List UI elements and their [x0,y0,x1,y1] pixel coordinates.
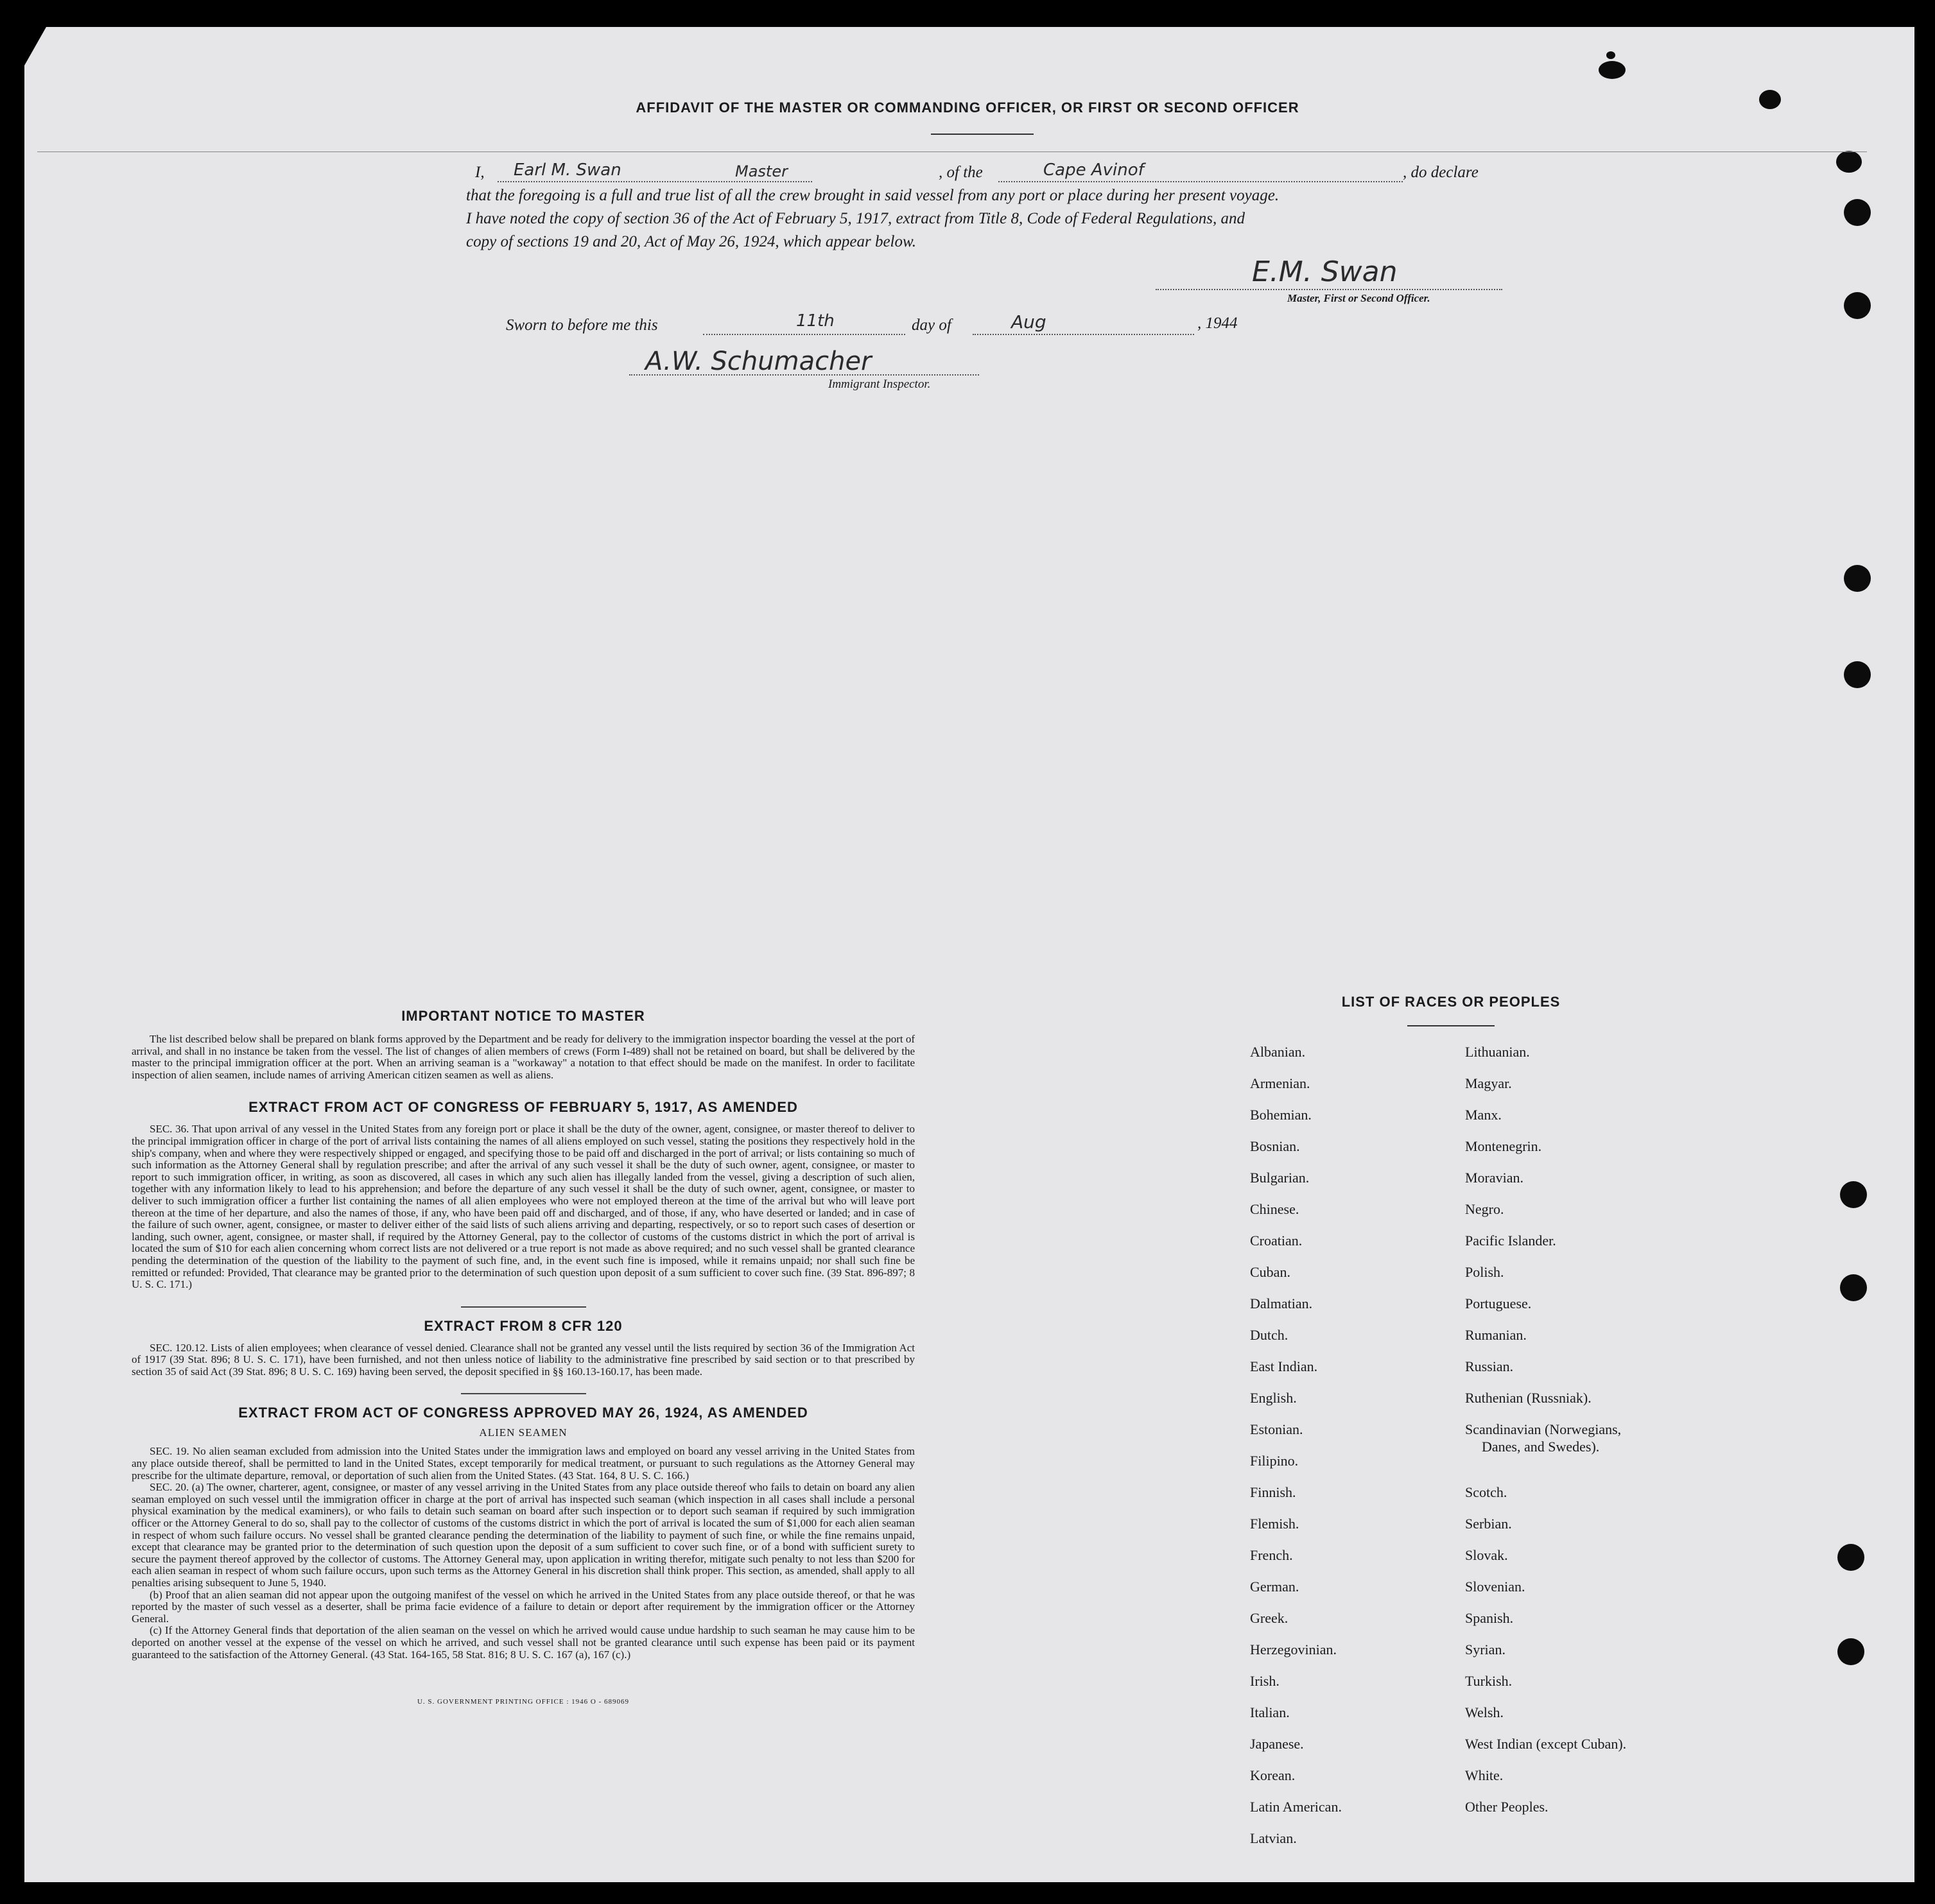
race-item: Negro. [1465,1201,1504,1217]
ink-blot [1606,51,1615,59]
race-item: Montenegrin. [1465,1138,1542,1154]
race-item: Syrian. [1465,1641,1505,1657]
punch-hole [1844,199,1871,226]
sworn-month: Aug [1011,311,1046,333]
race-item: Filipino. [1250,1453,1299,1469]
race-item: Polish. [1465,1264,1504,1280]
race-item: Cuban. [1250,1264,1290,1280]
race-item: Dalmatian. [1250,1295,1313,1311]
sworn-month-line [973,334,1194,335]
race-item: Herzegovinian. [1250,1641,1337,1657]
race-item: Bosnian. [1250,1138,1300,1154]
punch-hole [1840,1181,1867,1208]
master-signature-line [1156,289,1502,290]
do-declare-label: , do declare [1403,164,1479,181]
extract-cfr-title: EXTRACT FROM 8 CFR 120 [424,1317,623,1334]
race-item: Slovak. [1465,1547,1508,1563]
sworn-day-line [703,334,905,335]
race-item: Dutch. [1250,1327,1289,1343]
sworn-year: , 1944 [1197,315,1238,332]
race-item: Scandinavian (Norwegians, [1465,1421,1622,1437]
races-title-rule [1407,1025,1495,1026]
master-rank: Master [735,162,788,180]
extract-1917-title: EXTRACT FROM ACT OF CONGRESS OF FEBRUARY 5, 1917, AS AMENDED [248,1099,798,1116]
declare-i: I, [475,164,485,181]
sworn-prefix: Sworn to before me this [506,316,658,334]
race-item: East Indian. [1250,1358,1318,1374]
extract-1924-p2: SEC. 20. (a) The owner, charterer, agent, consignee, or master of any vessel arriving in the United States from any place outside thereof who fails to detain on board any alien seaman employed on such vessel until the immigration officer in charge at the port of arrival has inspected such seaman (which inspection in all cases shall include a personal physical examination by the medical examiners), or who fails to detain such seaman on board after such inspection or to deport such seaman if required by such immigration officer or the Attorney General to do so, shall pay to the collector of customs of the customs district in which the port of arrival is located the sum of $1,000 for each alien seaman in respect of whom such failure occurs. No vessel shall be granted clearance pending the determination of the liability to payment of such fine, or while the fine remains unpaid, except that clearance may be granted prior to the determination of such question upon the deposit of a sum sufficient to cover such fine, or of a bond with sufficient surety to secure the payment thereof approved by the collector of customs. The Attorney General may, upon application in writing therefor, mitigate such penalty to not less than $200 for each alien seaman in respect of whom such failure occurs, upon such terms as the Attorney General in his discretion shall think proper. This section, as amended, shall apply to all penalties arising subsequent to June 5, 1940. [132,1481,915,1589]
race-item: German. [1250,1579,1299,1595]
extract-1924-title: EXTRACT FROM ACT OF CONGRESS APPROVED MAY 26, 1924, AS AMENDED [238,1405,808,1421]
vessel-name: Cape Avinof [1043,160,1144,180]
notice-body: The list described below shall be prepared on blank forms approved by the Department and be ready for delivery to the immigration inspector boarding the vessel at the port of arrival, and shall in no instance be taken from the vessel. The list of changes of alien members of crews (Form I-489) shall not be retained on board, but shall be delivered by the master to the principal immigration officer at the port. When an arriving seaman is a "workaway" a notation to that effect should be made on the manifest. In order to facilitate inspection of alien seamen, include names of arriving American citizen seamen as well as aliens. [132,1033,915,1081]
separator-line [37,151,1867,152]
race-item: Croatian. [1250,1233,1303,1249]
race-item: Serbian. [1465,1516,1512,1532]
race-item: Lithuanian. [1465,1044,1530,1060]
master-name: Earl M. Swan [514,160,621,180]
vessel-line [998,181,1403,182]
affidavit-line-4: copy of sections 19 and 20, Act of May 26, 1924, which appear below. [466,233,917,250]
race-item: Finnish. [1250,1484,1296,1500]
of-the-label: , of the [939,164,983,181]
race-item: Moravian. [1465,1170,1524,1186]
race-item: Rumanian. [1465,1327,1527,1343]
race-item: Danes, and Swedes). [1482,1439,1600,1455]
race-item: Bohemian. [1250,1107,1312,1123]
punch-hole [1844,565,1871,592]
race-item: Korean. [1250,1767,1296,1783]
race-item: Spanish. [1465,1610,1514,1626]
extract-1924-p4: (c) If the Attorney General finds that deportation of the alien seaman on the vessel on which he arrived would cause undue hardship to such seaman he may cause him to be deported on another vessel at the expense of the vessel on which he arrived, and such vessel shall not be granted clearance until such expense has been paid or its payment guaranteed to the satisfaction of the Attorney General. (43 Stat. 164-165, 58 Stat. 816; 8 U. S. C. 167 (a), 167 (c).) [132,1624,915,1661]
punch-hole [1840,1274,1867,1301]
race-item: Bulgarian. [1250,1170,1310,1186]
race-item: Latvian. [1250,1830,1297,1846]
printing-office-imprint: U. S. GOVERNMENT PRINTING OFFICE : 1946 O - 689069 [417,1698,629,1706]
race-item: Slovenian. [1465,1579,1525,1595]
race-item: Flemish. [1250,1516,1299,1532]
section-rule [461,1393,586,1394]
extract-cfr-body: SEC. 120.12. Lists of alien employees; when clearance of vessel denied. Clearance shall not be granted any vessel until the lists required by section 36 of the Immigration Act of 1917 (39 Stat. 896; 8 U. S. C. 171), have been furnished, and not then unless notice of liability to the administrative fine prescribed by said section or to that prescribed by section 35 of said Act (39 Stat. 896; 8 U. S. C. 169) having been served, the deposit specified in §§ 160.13-160.17, has been made. [132,1341,915,1378]
inspector-signature: A.W. Schumacher [645,347,872,376]
ink-blot [1599,61,1626,79]
race-item: Albanian. [1250,1044,1306,1060]
race-item: White. [1465,1767,1504,1783]
sworn-day: 11th [796,311,835,331]
extract-1924-p1: SEC. 19. No alien seaman excluded from admission into the United States under the immigration laws and employed on board any vessel arriving in the United States from any place outside thereof, shall be permitted to land in the United States, except temporarily for medical treatment, or pursuant to such regulations as the Attorney General may prescribe for the ultimate departure, removal, or deportation of such alien from the United States. (43 Stat. 164, 8 U. S. C. 166.) [132,1445,915,1482]
section-rule [461,1306,586,1308]
affidavit-line-3: I have noted the copy of section 36 of the Act of February 5, 1917, extract from Title 8, Code of Federal Regulations, and [466,210,1245,227]
extract-1917-body: SEC. 36. That upon arrival of any vessel in the United States from any foreign port or place it shall be the duty of the owner, agent, consignee, or master thereof to deliver to the principal immigration officer in charge of the port of arrival lists containing the names of all aliens employed on such vessel, stating the positions they respectively hold in the ship's company, when and where they were respectively shipped or engaged, and specifying those to be paid off and discharged in the port of arrival; or lists containing so much of such information as the Attorney General shall by regulation prescribe; and after the arrival of any such vessel it shall be the duty of such owner, agent, consignee, or master to report to such immigration officer, in writing, as soon as discovered, all cases in which any such alien has illegally landed from the vessel, giving a description of such alien, together with any information likely to lead to his apprehension; and before the departure of any such vessel it shall be the duty of such owner, agent, consignee, or master to deliver to such immigration officer a further list containing the names of all alien employees who were not employed thereon at the time of the arrival but who will leave port thereon at the time of her departure, and also the names of those, if any, who have been paid off and discharged, and of those, if any, who have deserted or landed; and in case of the failure of such owner, agent, consignee, or master to deliver either of the said lists of such aliens arriving and departing, respectively, or so to report such cases of desertion or landing, such owner, agent, consignee, or master shall, if required by the Attorney General, pay to the collector of customs of the customs district in which the port of arrival is located the sum of $10 for each alien concerning whom correct lists are not delivered or a true report is not made as above required; and no such vessel shall be granted clearance pending the determination of the question of the liability to the payment of such fine, and, in the event such fine is imposed, while it remains unpaid; nor shall such fine be remitted or refunded: Provided, That clearance may be granted prior to the determination of such question upon deposit of a sum sufficient to cover such fine. (39 Stat. 896-897; 8 U. S. C. 171.) [132,1123,915,1291]
notice-section [132,1008,915,1706]
punch-hole [1836,151,1862,173]
day-of-label: day of [912,316,951,334]
race-item: Estonian. [1250,1421,1303,1437]
inspector-caption: Immigrant Inspector. [828,377,931,391]
extract-1924-subtitle: ALIEN SEAMEN [479,1426,568,1439]
affidavit-line-2: that the foregoing is a full and true list of all the crew brought in said vessel from any port or place during her present voyage. [466,187,1280,204]
race-item: Latin American. [1250,1799,1342,1815]
race-item: Italian. [1250,1704,1290,1720]
race-item: Chinese. [1250,1201,1299,1217]
master-caption: Master, First or Second Officer. [1287,292,1430,304]
race-item: Russian. [1465,1358,1514,1374]
master-signature: E.M. Swan [1252,255,1398,288]
affidavit-title: AFFIDAVIT OF THE MASTER OR COMMANDING OFFICER, OR FIRST OR SECOND OFFICER [636,100,1299,116]
race-item: French. [1250,1547,1293,1563]
race-item: Scotch. [1465,1484,1507,1500]
race-item: Japanese. [1250,1736,1304,1752]
punch-hole [1837,1544,1864,1571]
races-title: LIST OF RACES OR PEOPLES [1341,994,1561,1010]
title-rule [931,134,1034,135]
notice-title: IMPORTANT NOTICE TO MASTER [401,1008,645,1024]
race-item: Manx. [1465,1107,1502,1123]
punch-hole [1844,661,1871,688]
race-item: Welsh. [1465,1704,1504,1720]
race-item: English. [1250,1390,1297,1406]
name-line [498,181,812,182]
race-item: Other Peoples. [1465,1799,1549,1815]
punch-hole [1837,1638,1864,1665]
race-item: Ruthenian (Russniak). [1465,1390,1592,1406]
punch-hole [1844,292,1871,319]
race-item: Portuguese. [1465,1295,1532,1311]
race-item: West Indian (except Cuban). [1465,1736,1627,1752]
race-item: Armenian. [1250,1075,1310,1091]
race-item: Greek. [1250,1610,1289,1626]
race-item: Magyar. [1465,1075,1512,1091]
extract-1924-p3: (b) Proof that an alien seaman did not appear upon the outgoing manifest of the vessel on which he arrived in the United States from any place outside thereof, or that he was reported by the master of such vessel as a deserter, shall be prima facie evidence of a failure to detain or deport after requirement by the immigration officer or the Attorney General. [132,1588,915,1625]
race-item: Turkish. [1465,1673,1513,1689]
race-item: Pacific Islander. [1465,1233,1556,1249]
race-item: Irish. [1250,1673,1280,1689]
